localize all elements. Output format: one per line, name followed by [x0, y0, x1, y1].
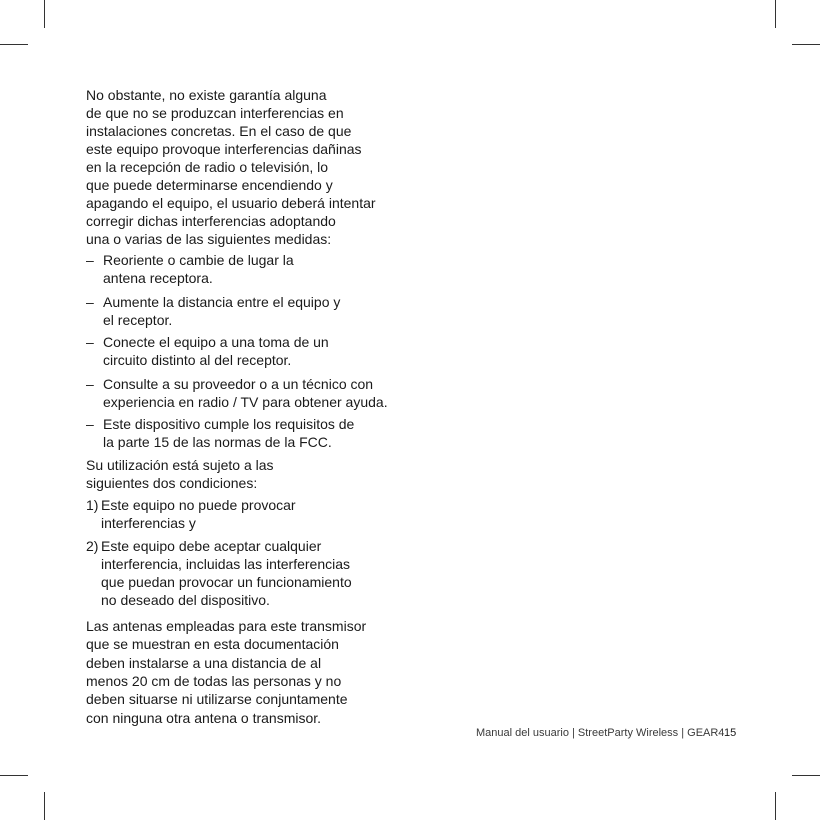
number-marker: 2): [86, 538, 99, 554]
crop-mark-top-right-horizontal: [792, 44, 820, 45]
text-line: que puede determinarse encendiendo y: [86, 177, 333, 193]
dash-marker: –: [86, 252, 94, 268]
text-line: Las antenas empleadas para este transmisor: [86, 618, 367, 634]
text-line: que puedan provocar un funcionamiento: [101, 574, 352, 590]
text-line: interferencia, incluidas las interferencias: [101, 556, 351, 572]
text-line: no deseado del dispositivo.: [101, 592, 270, 608]
crop-mark-bottom-left-horizontal: [0, 775, 28, 776]
crop-mark-bottom-left-vertical: [44, 792, 45, 820]
text-line: Este equipo no puede provocar: [101, 497, 296, 513]
running-footer: Manual del usuario | StreetParty Wireless | GEAR4: [476, 727, 725, 739]
text-line: corregir dichas interferencias adoptando: [86, 213, 336, 229]
text-line: siguientes dos condiciones:: [86, 475, 258, 491]
text-line: apagando el equipo, el usuario deberá intentar: [86, 195, 376, 211]
text-line: Este equipo debe aceptar cualquier: [101, 538, 322, 554]
crop-mark-top-left-vertical: [44, 0, 45, 28]
text-line: el receptor.: [103, 312, 173, 328]
page-number: 15: [724, 727, 737, 739]
text-line: Conecte el equipo a una toma de un: [103, 334, 329, 350]
text-line: menos 20 cm de todas las personas y no: [86, 673, 342, 689]
text-line: Aumente la distancia entre el equipo y: [103, 294, 341, 310]
text-line: la parte 15 de las normas de la FCC.: [103, 434, 332, 450]
text-line: circuito distinto al del receptor.: [103, 352, 292, 368]
number-marker: 1): [86, 497, 99, 513]
text-line: experiencia en radio / TV para obtener ayuda.: [103, 394, 388, 410]
text-line: Reoriente o cambie de lugar la: [103, 252, 294, 268]
text-line: deben instalarse a una distancia de al: [86, 655, 322, 671]
text-line: con ninguna otra antena o transmisor.: [86, 710, 322, 726]
crop-mark-bottom-right-vertical: [775, 792, 776, 820]
crop-mark-top-left-horizontal: [0, 44, 28, 45]
dash-marker: –: [86, 334, 94, 350]
text-line: instalaciones concretas. En el caso de que: [86, 123, 352, 139]
text-line: antena receptora.: [103, 270, 213, 286]
dash-marker: –: [86, 376, 94, 392]
text-line: interferencias y: [101, 515, 196, 531]
text-line: que se muestran en esta documentación: [86, 636, 339, 652]
text-line: Su utilización está sujeto a las: [86, 457, 274, 473]
text-line: una o varias de las siguientes medidas:: [86, 231, 332, 247]
text-line: en la recepción de radio o televisión, lo: [86, 159, 329, 175]
crop-mark-top-right-vertical: [775, 0, 776, 28]
text-line: de que no se produzcan interferencias en: [86, 105, 344, 121]
text-line: Consulte a su proveedor o a un técnico con: [103, 376, 374, 392]
text-line: este equipo provoque interferencias dañinas: [86, 141, 362, 157]
text-line: deben situarse ni utilizarse conjuntamente: [86, 691, 348, 707]
text-line: Este dispositivo cumple los requisitos de: [103, 416, 355, 432]
text-line: No obstante, no existe garantía alguna: [86, 87, 327, 103]
dash-marker: –: [86, 416, 94, 432]
crop-mark-bottom-right-horizontal: [792, 775, 820, 776]
dash-marker: –: [86, 294, 94, 310]
